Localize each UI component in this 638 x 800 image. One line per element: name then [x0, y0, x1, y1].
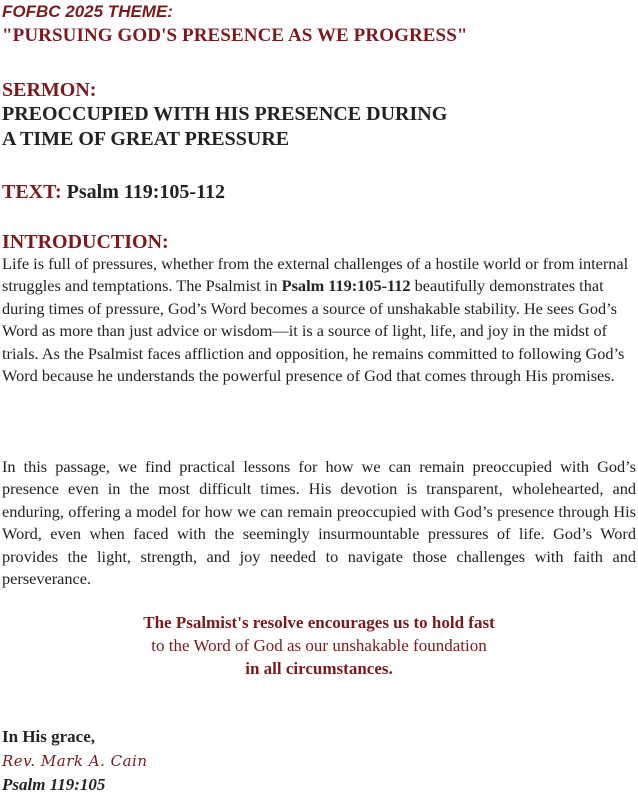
- theme-title: "PURSUING GOD'S PRESENCE AS WE PROGRESS": [2, 25, 468, 46]
- closing-salutation: In His grace,: [2, 727, 96, 746]
- paragraph-1-text-b: beautifully demonstrates that during times of pressure, God’s Word becomes a source of unshakable stability. He sees God’s Word as more than just advice or wisdom—it is a source of light, life, and joy in the midst of trials. As the Psalmist faces affliction and opposition, he remains committed to following God’s Word because he understands the powerful presence of God that comes through His promises.: [2, 276, 625, 386]
- sermon-title-line-2: A TIME OF GREAT PRESSURE: [2, 128, 290, 150]
- signature-reference: Psalm 119:105: [2, 775, 106, 794]
- introduction-label: INTRODUCTION:: [2, 231, 169, 253]
- author-signature: Rev. Mark A. Cain: [2, 752, 148, 770]
- paragraph-1-text-a: Life is full of pressures, whether from the external challenges of a hostile world or from internal struggles and temptations. The Psalmist in: [2, 254, 629, 296]
- introduction-paragraph-1: [2, 253, 636, 387]
- callout-line-1: The Psalmist's resolve encourages us to hold fast: [143, 613, 495, 632]
- scripture-reference: Psalm 119:105-112: [66, 181, 225, 203]
- sermon-title: [2, 102, 447, 152]
- paragraph-1-scripture-ref: Psalm 119:105-112: [281, 276, 411, 296]
- scripture-text-line: [2, 180, 225, 204]
- introduction-paragraph-2: In this passage, we find practical lessons for how we can remain preoccupied with God’s presence even in the most difficult times. His devotion is transparent, wholehearted, and enduring, offering a model for how we can remain preoccupied with God’s presence through His Word, even when faced with the seemingly insurmountable pressures of life. God’s Word provides the light, strength, and joy needed to navigate those challenges with faith and perseverance.: [2, 457, 636, 589]
- callout-quote: [0, 611, 638, 680]
- callout-line-3: in all circumstances.: [245, 659, 393, 678]
- theme-label: FOFBC 2025 THEME:: [2, 2, 173, 21]
- sermon-title-line-1: PREOCCUPIED WITH HIS PRESENCE DURING: [2, 103, 448, 125]
- text-label: TEXT:: [2, 181, 62, 203]
- sermon-label: SERMON:: [2, 79, 97, 101]
- callout-line-2: to the Word of God as our unshakable foundation: [151, 636, 487, 655]
